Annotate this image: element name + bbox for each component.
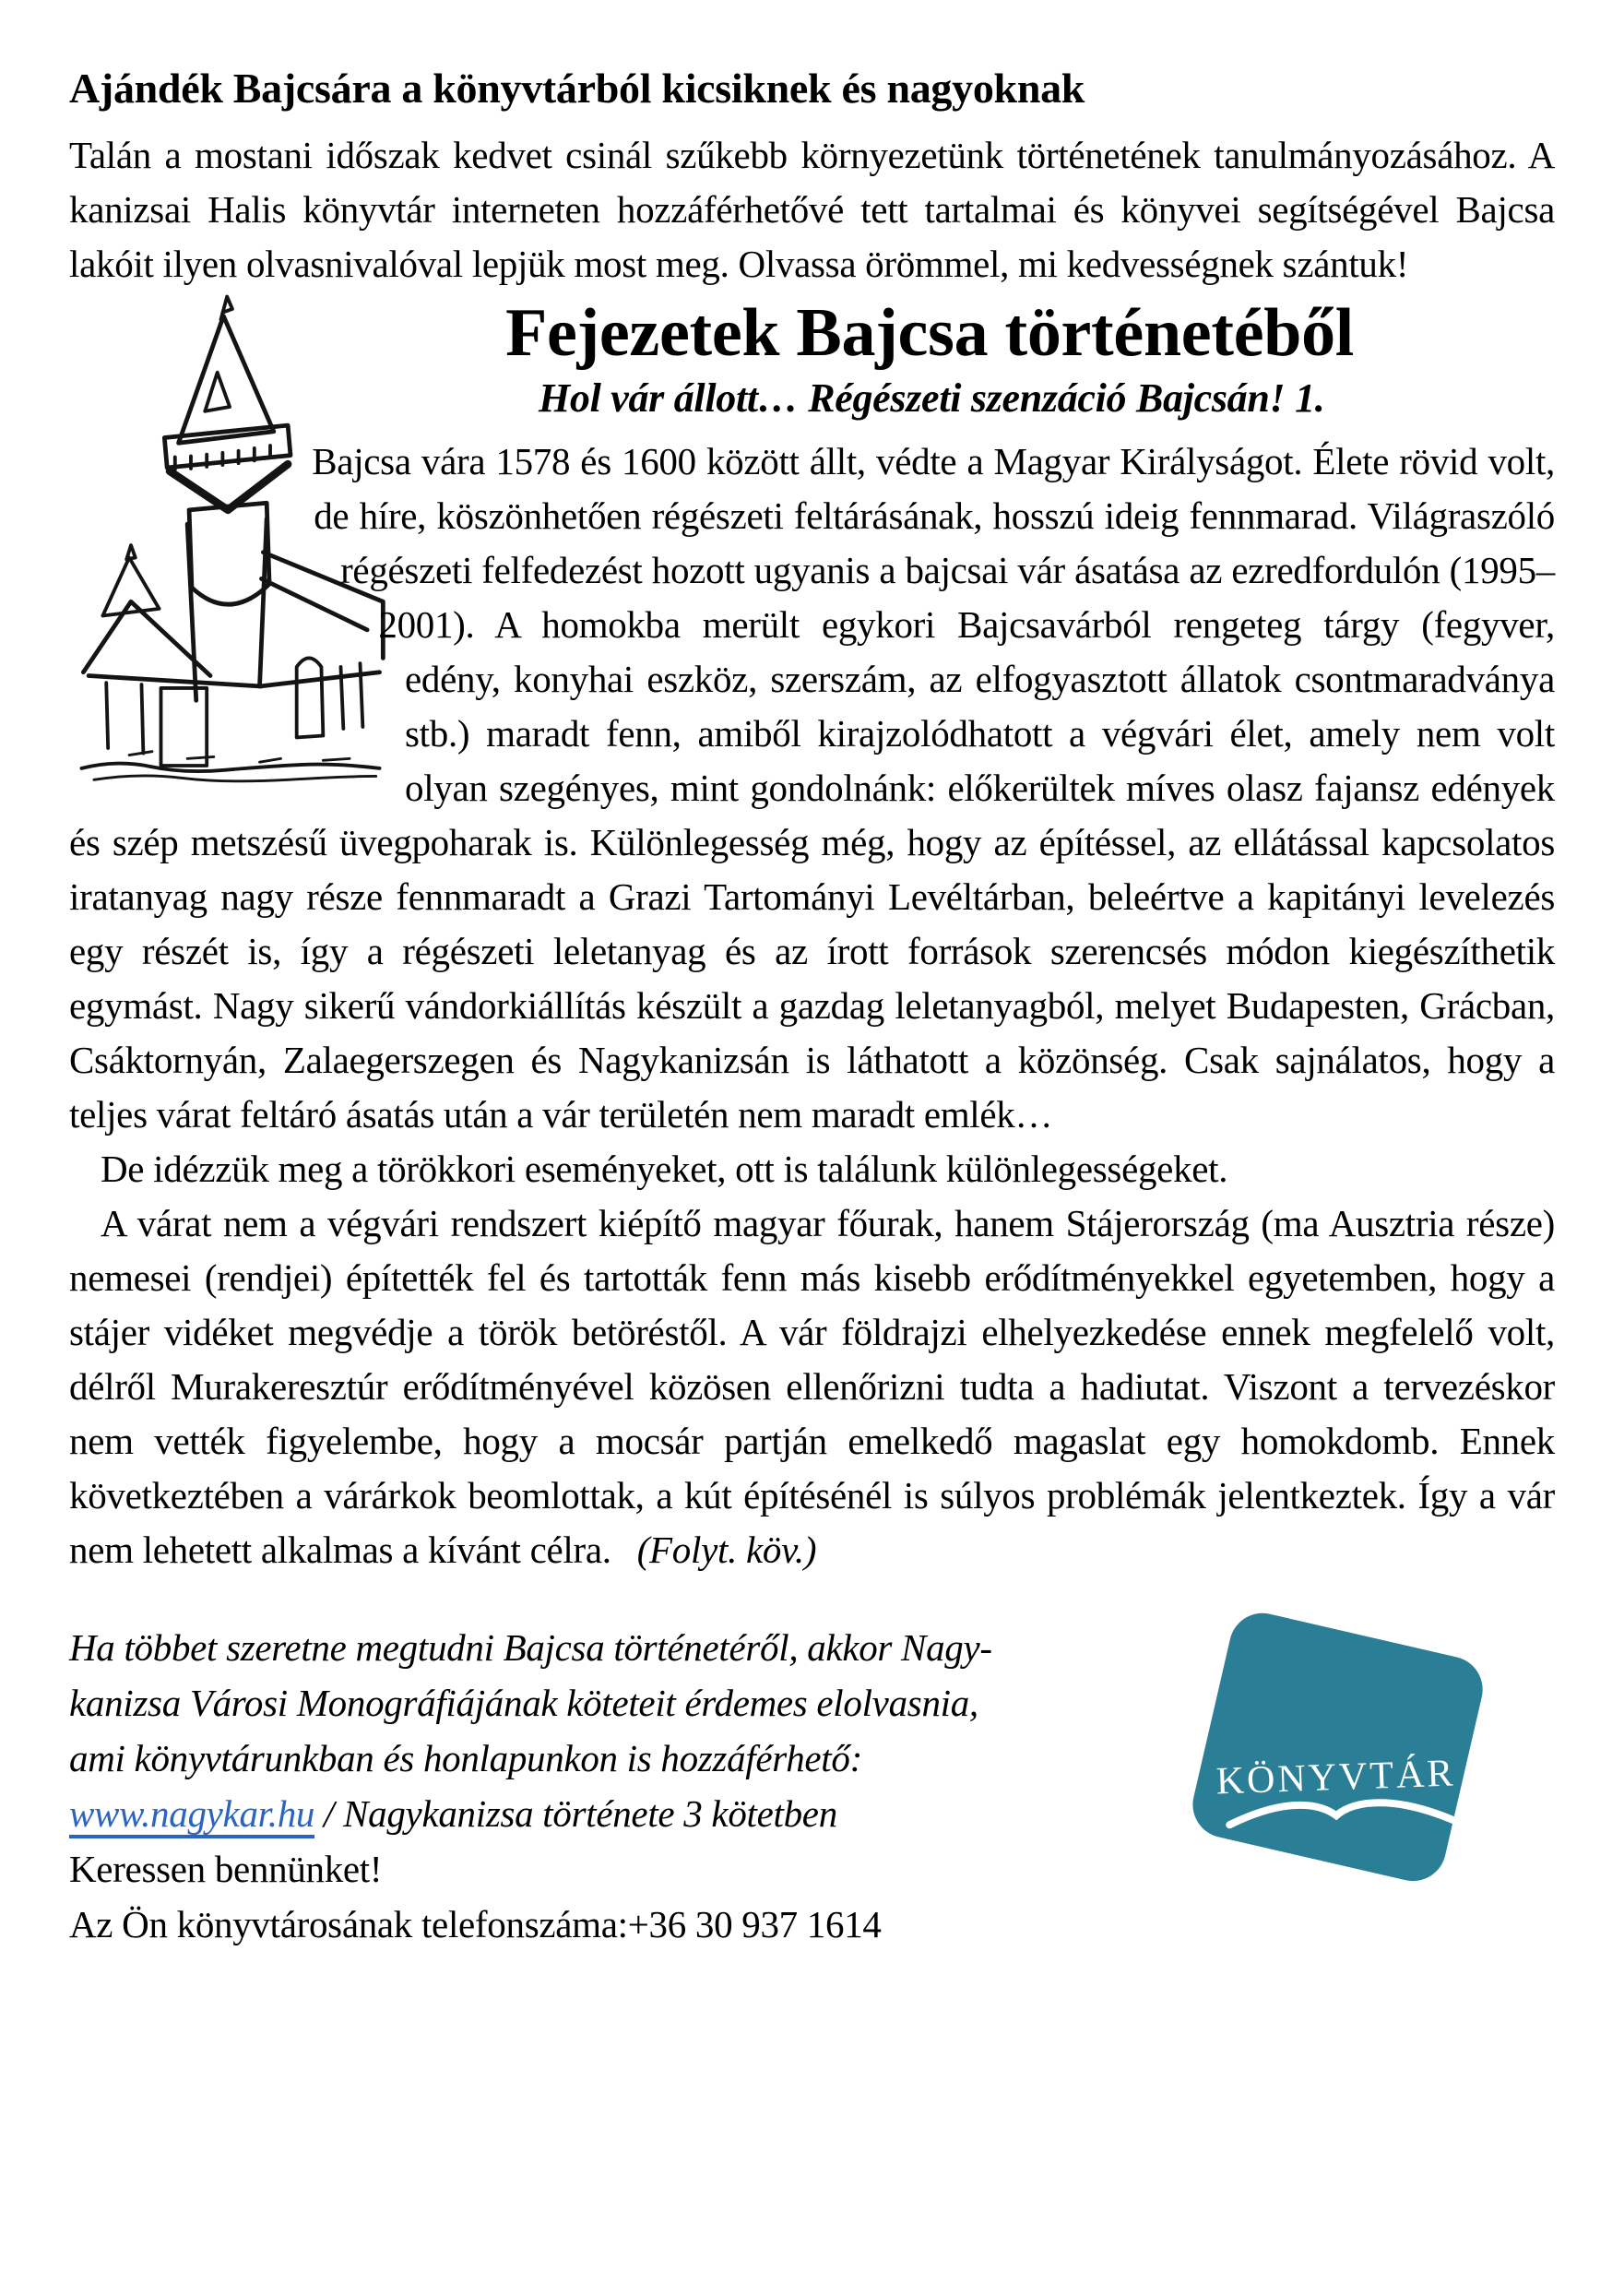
intro-paragraph: Talán a mostani időszak kedvet csinál szűkebb környezetünk történetének tanulmányozásához. A kanizsai Halis könyvtár interneten hozzáférhetővé tett tartalmai és könyvei segítségével Bajcsa lakóit ilyen olvasnivalóval lepjük most meg. Olvassa örömmel, mi kedvességnek szántuk! [69,133,1555,285]
article-section [69,294,1555,1577]
logo-text: KÖNYVTÁR [1215,1752,1457,1803]
footer-cta: Keressen bennünket! [69,1847,383,1890]
paragraph-3-text: A várat nem a végvári rendszert kiépítő magyar főurak, hanem Stájerország (ma Ausztria része) nemesei (rendjei) építették fel és tartották fenn más kisebb erődítményekkel egyetemben, hogy a stájer vidéket megvédje a török betöréstől. A vár földrajzi elhelyezkedése ennek megfelelő volt, délről Murakeresztúr erődítményével közösen ellenőrizni tudta a hadiutat. Viszont a tervezéskor nem vették figyelembe, hogy a mocsár partján emelkedő magaslat egy homokdomb. Ennek következtében a várárkok beomlottak, a kút építésénél is súlyos problémák jelentkeztek. Így a vár nem lehetett alkalmas a kívánt célra. [69,1201,1555,1571]
footer-text-block [69,1620,1130,1952]
footer-line-2: kanizsa Városi Monográfiájának köteteit érdemes elolvasnia, [69,1681,978,1724]
nagykar-link[interactable]: www.nagykar.hu [69,1792,314,1838]
link-suffix: / Nagykanizsa története 3 kötetben [314,1791,837,1835]
footer-section [69,1620,1555,1952]
footer-line-3: ami könyvtárunkban és honlapunkon is hozzáférhető: [69,1736,862,1779]
footer-link-line [69,1786,1130,1841]
article-paragraph-3 [69,1196,1555,1577]
article-paragraph-2: De idézzük meg a törökkori eseményeket, ott is találunk különlegességeket. [101,1147,1228,1190]
footer-phone: Az Ön könyvtárosának telefonszáma:+36 30 937 1614 [69,1902,882,1945]
page-title: Ajándék Bajcsára a könyvtárból kicsiknek és nagyoknak [69,65,1085,112]
continuation-note: (Folyt. köv.) [636,1528,817,1571]
article-subtitle: Hol vár állott… Régészeti szenzáció Bajcsán! 1. [539,375,1325,421]
konyvtar-logo-icon [1172,1607,1504,1893]
library-logo [1172,1607,1504,1893]
footer-line-1: Ha többet szeretne megtudni Bajcsa történetéről, akkor Nagy- [69,1625,992,1669]
article-title: Fejezetek Bajcsa történetéből [505,294,1355,371]
article-paragraph-1: Bajcsa vára 1578 és 1600 között állt, védte a Magyar Királyságot. Élete rövid volt, de híre, köszönhetően régészeti feltárásának, hosszú ideig fennmarad. Világraszóló régészeti felfedezést hozott ugyanis a bajcsai vár ásatása az ezredfordulón (1995–2001). A homokba merült egykori Bajcsavárból rengeteg tárgy (fegyver, edény, konyhai eszköz, szerszám, az elfogyasztott állatok csontmaradványa stb.) maradt fenn, amiből kirajzolódhatott a végvári élet, amely nem volt olyan szegényes, mint gondolnánk: előkerültek míves olasz fajansz edények és szép metszésű üvegpoharak is. Különlegesség még, hogy az építéssel, az ellátással kapcsolatos iratanyag nagy része fennmaradt a Grazi Tartományi Levéltárban, beleértve a kapitányi levelezés egy részét is, így a régészeti leletanyag és az írott források szerencsés módon kiegészíthetik egymást. Nagy sikerű vándorkiállítás készült a gazdag leletanyagból, melyet Budapesten, Grácban, Csáktornyán, Zalaegerszegen és Nagykanizsán is láthatott a közönség. Csak sajnálatos, hogy a teljes várat feltáró ásatás után a vár területén nem maradt emlék… [69,439,1555,1136]
